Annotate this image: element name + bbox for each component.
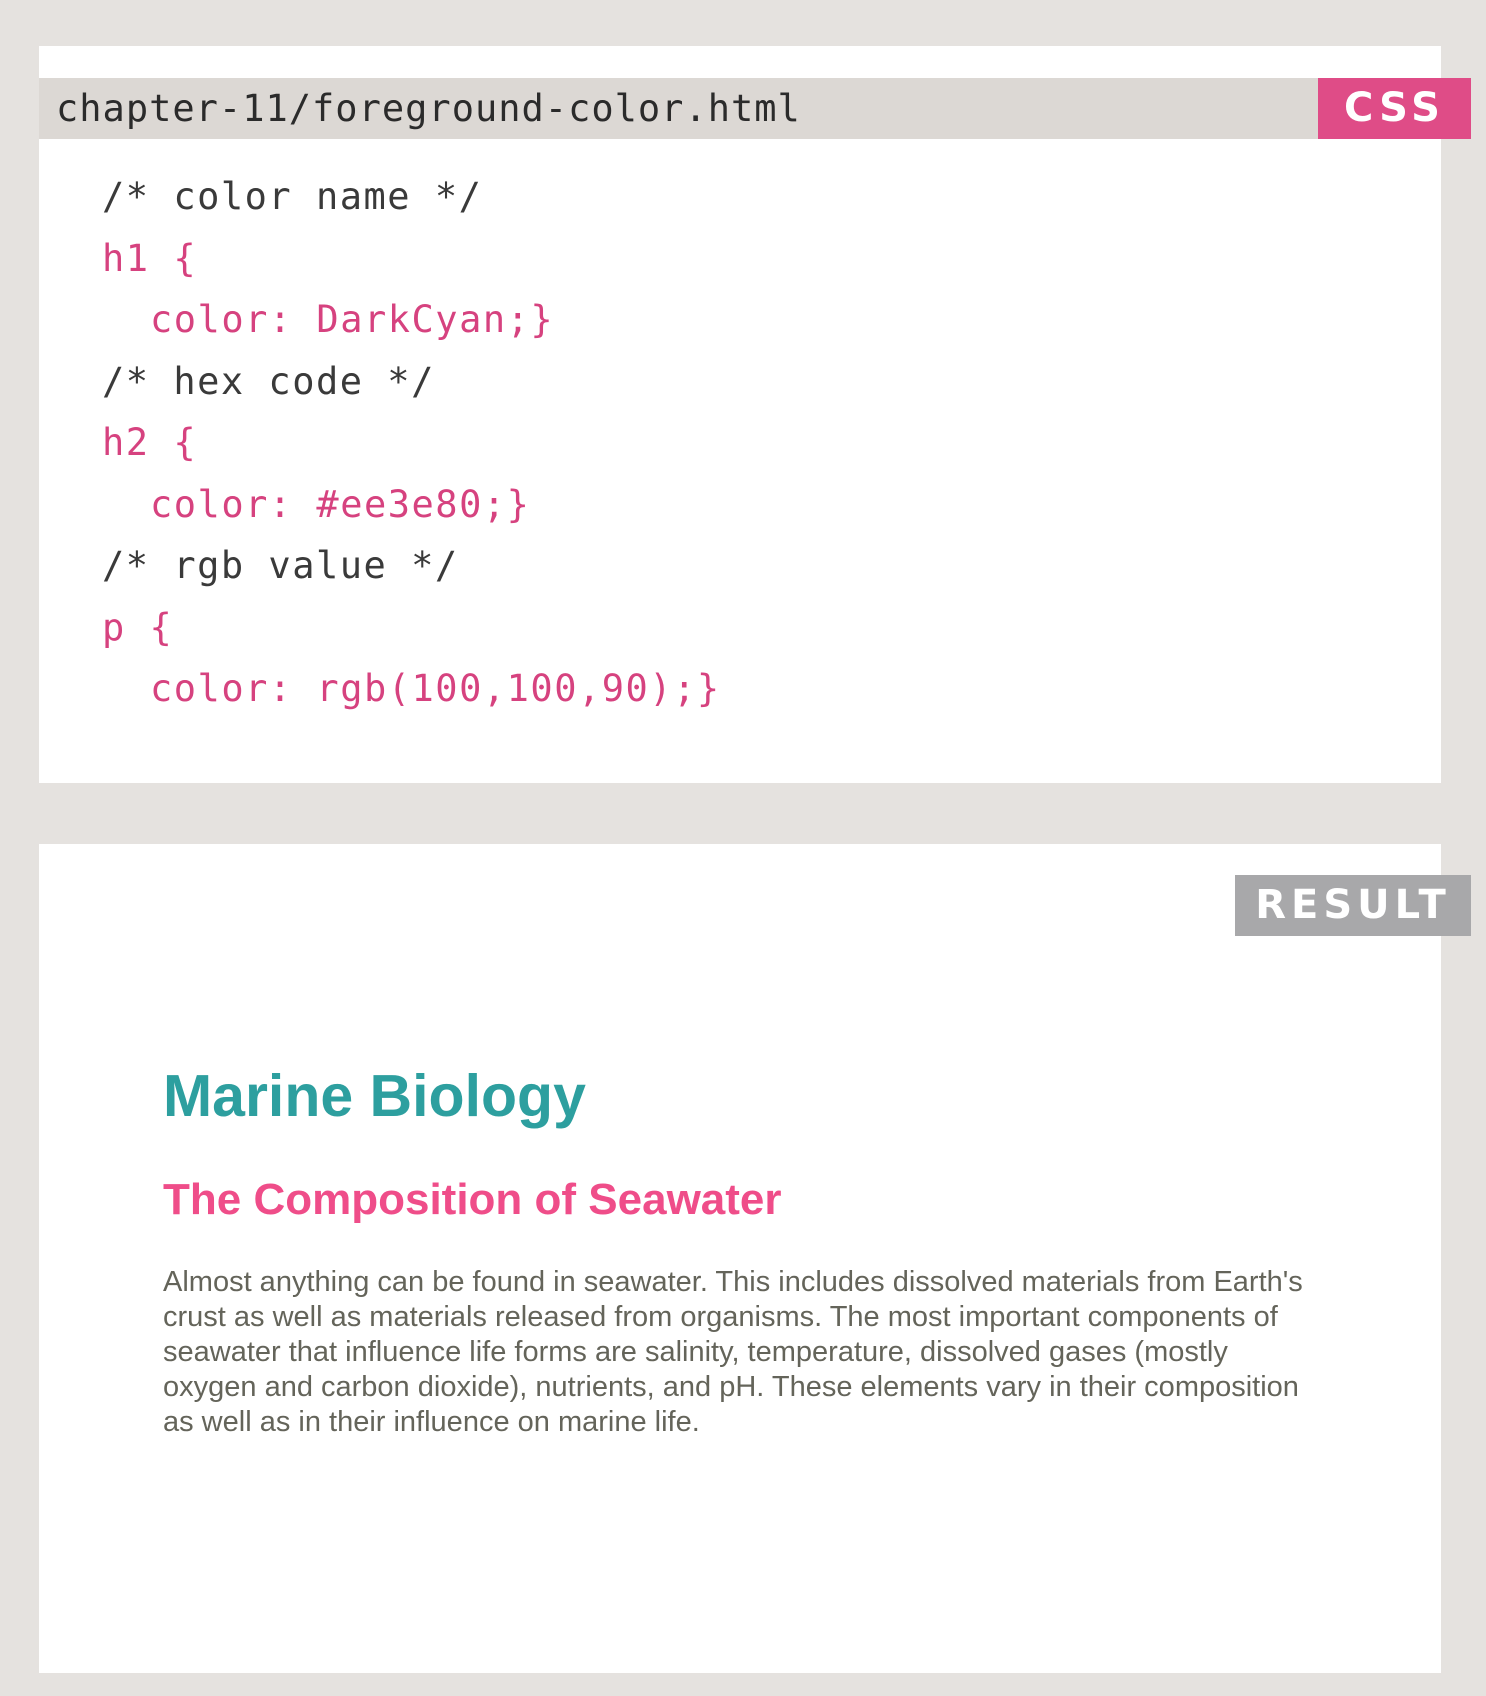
result-heading-1: Marine Biology xyxy=(163,1063,586,1129)
code-line: /* color name */ xyxy=(102,175,483,218)
code-line: /* rgb value */ xyxy=(102,544,459,587)
code-line: color: rgb(100,100,90);} xyxy=(150,667,721,710)
file-name: chapter-11/foreground-color.html xyxy=(56,87,801,130)
code-line: color: DarkCyan;} xyxy=(150,298,555,341)
code-line: h2 { xyxy=(102,421,198,464)
code-block xyxy=(102,166,721,720)
file-bar xyxy=(39,78,1318,139)
code-line: /* hex code */ xyxy=(102,359,435,403)
css-tag: CSS xyxy=(1318,78,1471,139)
result-paragraph: Almost anything can be found in seawater. This includes dissolved materials from Earth's crust as well as materials released from organisms. The most important components of seawater that influence life forms are salinity, temperature, dissolved gases (mostly oxygen and carbon dioxide), nutrients, and pH. These elements vary in their composition as well as in their influence on marine life. xyxy=(163,1266,1303,1438)
result-heading-2: The Composition of Seawater xyxy=(163,1175,782,1224)
code-line: p { xyxy=(102,605,174,649)
code-line: color: #ee3e80;} xyxy=(150,482,531,526)
result-panel xyxy=(39,844,1441,1673)
result-tag: RESULT xyxy=(1235,875,1471,936)
code-line: h1 { xyxy=(102,236,198,280)
